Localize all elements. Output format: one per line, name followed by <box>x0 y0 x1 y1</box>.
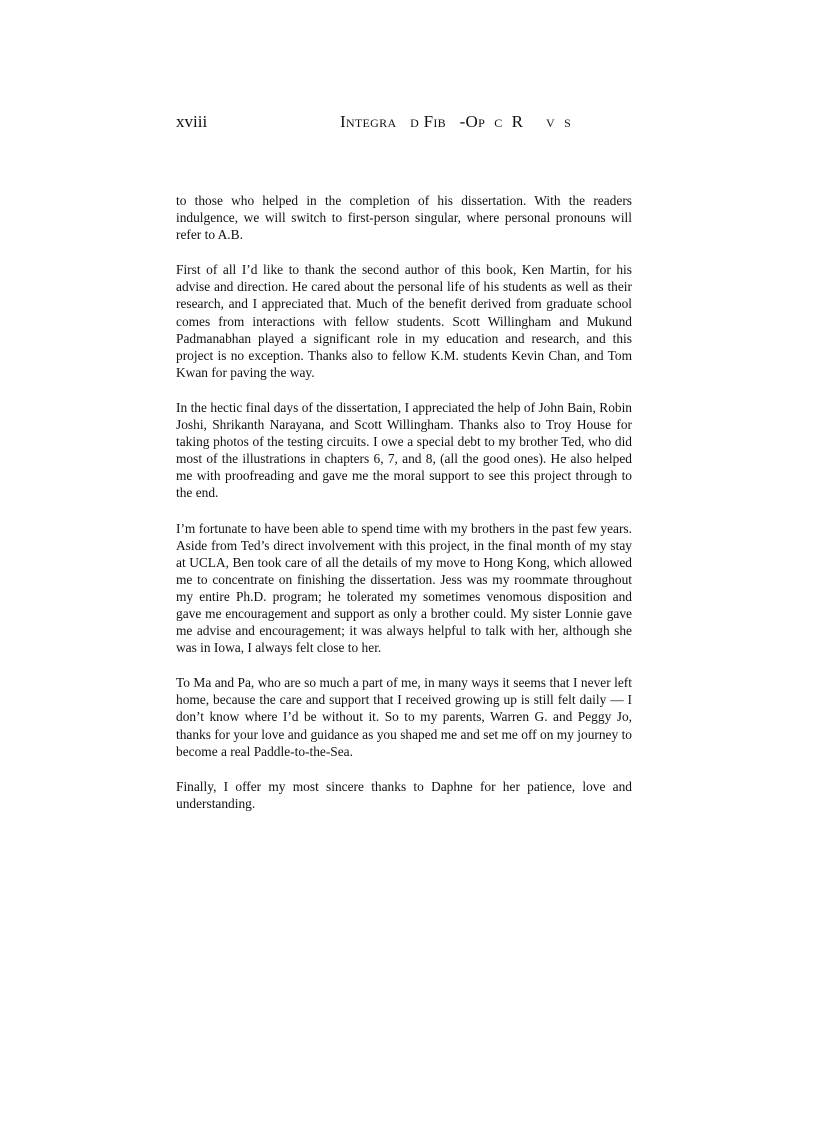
page-header <box>176 110 632 134</box>
running-title: Integra d Fib -Op c R v s <box>340 112 572 131</box>
paragraph: First of all I’d like to thank the second author of this book, Ken Martin, for his advise and direction. He cared about the personal life of his students as well as their research, and I appreciated that. Much of the benefit derived from graduate school comes from interactions with fellow students. Scott Willingham and Mukund Padmanabhan played a significant role in my education and research, and this project is no exception. Thanks also to fellow K.M. students Kevin Chan, and Tom Kwan for paving the way. <box>176 262 632 380</box>
acknowledgments-body <box>176 192 632 830</box>
paragraph: Finally, I offer my most sincere thanks to Daphne for her patience, love and understanding. <box>176 778 632 811</box>
paragraph: to those who helped in the completion of his dissertation. With the readers indulgence, we will switch to first-person singular, where personal pronouns will refer to A.B. <box>176 193 632 243</box>
page-number: xviii <box>176 112 208 131</box>
paragraph: In the hectic final days of the dissertation, I appreciated the help of John Bain, Robin Joshi, Shrikanth Narayana, and Scott Willingham. Thanks also to Troy House for taking photos of the testing circuits. I owe a special debt to my brother Ted, who did most of the illustrations in chapters 6, 7, and 8, (all the good ones). He also helped me with proofreading and gave me the moral support to see this project through to the end. <box>176 399 632 501</box>
paragraph: I’m fortunate to have been able to spend time with my brothers in the past few years. Aside from Ted’s direct involvement with this project, in the final month of my stay at UCLA, Ben took care of all the details of my move to Hong Kong, which allowed me to concentrate on finishing the dissertation. Jess was my roommate throughout my entire Ph.D. program; he tolerated my sometimes venomous disposition and gave me encouragement and support as only a brother could. My sister Lonnie gave me advise and encouragement; it was always helpful to talk with her, although she was in Iowa, I always felt close to her. <box>176 520 632 656</box>
paragraph: To Ma and Pa, who are so much a part of me, in many ways it seems that I never left home, because the care and support that I received growing up is still felt daily — I don’t know where I’d be without it. So to my parents, Warren G. and Peggy Jo, thanks for your love and guidance as you shaped me and set me off on my journey to become a real Paddle-to-the-Sea. <box>176 675 632 759</box>
